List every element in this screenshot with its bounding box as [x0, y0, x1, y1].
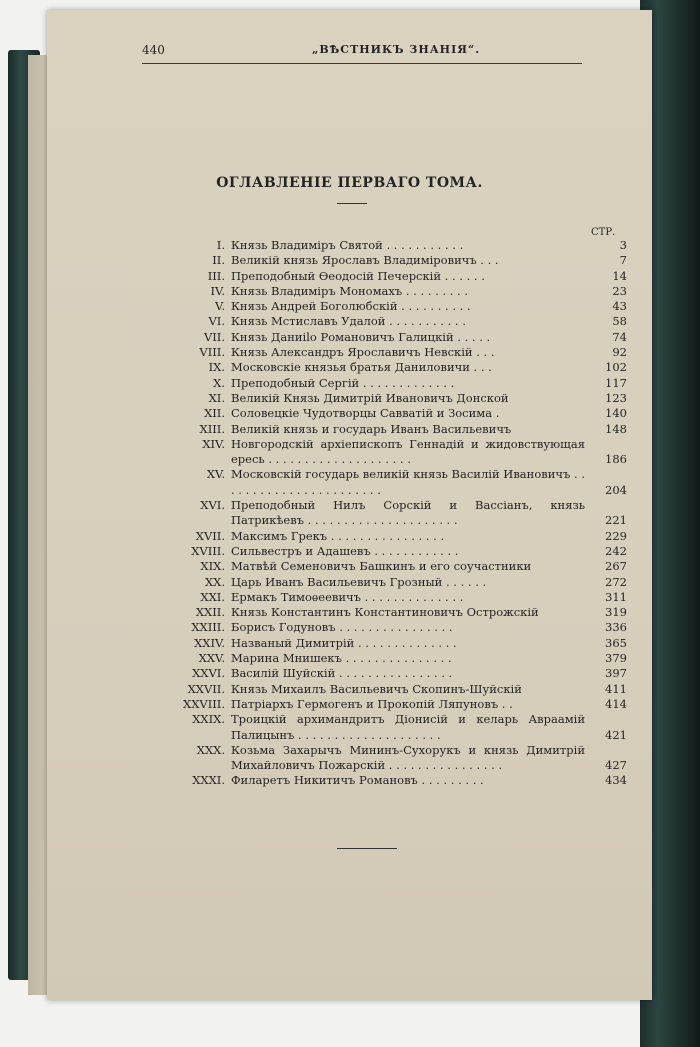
toc-entry-title: Борисъ Годуновъ . . . . . . . . . . . . . . . .: [231, 620, 453, 635]
toc-entry-page: 242: [605, 543, 627, 558]
toc-entry-numeral: XXVIII.: [183, 696, 225, 711]
toc-entry: [137, 697, 627, 712]
toc-entry-numeral: XXI.: [200, 589, 225, 604]
toc-entry-title: Ермакъ Тимоѳеевичъ . . . . . . . . . . . . . .: [231, 589, 464, 604]
toc-entry-page: 414: [605, 696, 627, 711]
running-head: [142, 43, 582, 64]
toc-entry-numeral: XXIII.: [191, 620, 225, 635]
toc-entry-page: 229: [605, 528, 627, 543]
toc-entry-title: Названый Димитрій . . . . . . . . . . . . . .: [231, 635, 457, 650]
toc-entry: [137, 682, 627, 697]
page-column-label: СТР.: [591, 227, 616, 238]
title-rule: [337, 203, 367, 204]
toc-entry-title: Преподобный Нилъ Сорскій и Вассіанъ, князь Патрикѣевъ . . . . . . . . . . . . . . . . . . . . .: [231, 498, 585, 528]
toc-entry-title: Великій князь и государь Иванъ Васильевичъ: [231, 421, 512, 436]
toc-entry-numeral: XXII.: [195, 605, 225, 620]
toc-entry-numeral: XVII.: [195, 528, 225, 543]
journal-title: „ВѢСТНИКЪ ЗНАНІЯ“.: [312, 43, 481, 56]
toc-entry-page: 434: [605, 773, 627, 788]
book-page: [47, 10, 652, 1000]
toc-entry-numeral: XXIV.: [194, 635, 225, 650]
toc-entry: [137, 360, 627, 375]
toc-entry: [137, 575, 627, 590]
toc-entry-page: 397: [605, 666, 627, 681]
toc-entry-numeral: XVIII.: [191, 543, 225, 558]
toc-entry-page: 186: [605, 452, 627, 467]
toc-entry-numeral: XX.: [204, 574, 225, 589]
toc-entry-title: Преподобный Сергій . . . . . . . . . . . . .: [231, 375, 455, 390]
toc-entry: [137, 559, 627, 574]
toc-entry: [137, 299, 627, 314]
toc-entry-title: Великій Князь Димитрій Ивановичъ Донской: [231, 390, 509, 405]
toc-entry-page: 140: [605, 406, 627, 421]
toc-entry-numeral: IX.: [208, 360, 225, 375]
toc-entry-numeral: XII.: [204, 406, 225, 421]
toc-entry: [137, 590, 627, 605]
toc-entry: [137, 376, 627, 391]
toc-entry-numeral: XXXI.: [192, 773, 225, 788]
toc-entry-numeral: XVI.: [200, 498, 225, 513]
toc-entry: [137, 406, 627, 421]
toc-entry: [137, 391, 627, 406]
toc-entry-page: 148: [605, 421, 627, 436]
toc-entry-page: 267: [605, 559, 627, 574]
toc-entry-numeral: III.: [207, 268, 225, 283]
toc-entry-page: 311: [605, 589, 627, 604]
toc-entry-numeral: XI.: [208, 390, 225, 405]
toc-entry: [137, 773, 627, 788]
toc-entry-numeral: IV.: [210, 283, 225, 298]
toc-entry-page: 379: [605, 651, 627, 666]
toc-entry: [137, 743, 627, 774]
toc-entry: [137, 467, 627, 498]
toc-entry-title: Сильвестръ и Адашевъ . . . . . . . . . . . .: [231, 543, 459, 558]
toc-entry-page: 421: [605, 727, 627, 742]
toc-entry: [137, 238, 627, 253]
toc-entry-page: 123: [605, 390, 627, 405]
toc-entry-page: 221: [605, 513, 627, 528]
toc-entry-numeral: XXVI.: [192, 666, 225, 681]
toc-entry: [137, 437, 627, 468]
toc-entry-title: Князь Мстиславъ Удалой . . . . . . . . . . .: [231, 314, 466, 329]
toc-entry-numeral: XXV.: [198, 651, 225, 666]
toc-entry-title: Троицкій архимандритъ Діонисій и келарь Авраамій Палицынъ . . . . . . . . . . . . . . . . . . . .: [231, 712, 585, 742]
toc-entry: [137, 330, 627, 345]
toc-entry-title: Великій князь Ярославъ Владиміровичъ . . .: [231, 253, 499, 268]
toc-entry-numeral: I.: [216, 238, 225, 252]
toc-entry-numeral: XXVII.: [187, 681, 225, 696]
toc-entry: [137, 651, 627, 666]
toc-entry-numeral: XIII.: [199, 421, 225, 436]
toc-entry-numeral: XV.: [206, 467, 225, 482]
toc-entry-numeral: X.: [213, 375, 225, 390]
toc-entry-numeral: VII.: [203, 329, 225, 344]
toc-entry: [137, 345, 627, 360]
toc-list: [137, 238, 627, 789]
toc-entry-title: Филаретъ Никитичъ Романовъ . . . . . . . . .: [231, 773, 484, 788]
toc-entry-title: Князь Даниilo Романовичъ Галицкій . . . . .: [231, 329, 491, 344]
toc-entry-page: 117: [605, 375, 627, 390]
toc-entry-title: Новгородскій архіепископъ Геннадій и жидовствующая ересь . . . . . . . . . . . . . . . . . . . .: [231, 436, 585, 467]
toc-entry-title: Царь Иванъ Васильевичъ Грозный . . . . . .: [231, 574, 487, 589]
toc-entry: [137, 314, 627, 329]
toc-entry-title: Марина Мнишекъ . . . . . . . . . . . . . . .: [231, 651, 452, 666]
toc-entry: [137, 498, 627, 529]
toc-entry-numeral: XIV.: [202, 436, 225, 451]
toc-entry-title: Московскіе князья братья Даниловичи . . .: [231, 360, 492, 375]
toc-entry-page: 14: [612, 268, 627, 283]
toc-entry: [137, 712, 627, 743]
toc-entry-numeral: XXX.: [196, 742, 225, 757]
toc-entry: [137, 620, 627, 635]
toc-entry-title: Матвѣй Семеновичъ Башкинъ и его соучастники: [231, 559, 532, 574]
toc-entry-numeral: II.: [212, 253, 225, 268]
toc-entry-page: 7: [619, 253, 627, 268]
toc-entry-title: Преподобный Ѳеодосій Печерскій . . . . . .: [231, 268, 485, 283]
toc-entry: [137, 636, 627, 651]
toc-entry-numeral: V.: [215, 299, 225, 314]
toc-entry-page: 74: [612, 329, 627, 344]
toc-entry-page: 365: [605, 635, 627, 650]
toc-entry-title: Князь Владиміръ Святой . . . . . . . . . . .: [231, 238, 464, 252]
toc-entry-title: Князь Александръ Ярославичъ Невскій . . .: [231, 345, 495, 360]
toc-entry: [137, 422, 627, 437]
toc-entry-title: Князь Владиміръ Мономахъ . . . . . . . . .: [231, 283, 469, 298]
toc-title: ОГЛАВЛЕНІЕ ПЕРВАГО ТОМА.: [216, 175, 483, 191]
toc-entry-page: 3: [619, 238, 627, 252]
toc-entry-page: 427: [605, 758, 627, 773]
toc-entry-page: 92: [612, 345, 627, 360]
toc-entry-numeral: VIII.: [199, 345, 225, 360]
toc-entry-numeral: XIX.: [200, 559, 225, 574]
toc-entry-title: Князь Михаилъ Васильевичъ Скопинъ-Шуйскій: [231, 681, 522, 696]
toc-entry: [137, 284, 627, 299]
toc-entry-numeral: XXIX.: [192, 712, 225, 727]
toc-entry-page: 336: [605, 620, 627, 635]
toc-entry: [137, 529, 627, 544]
toc-entry-page: 43: [612, 299, 627, 314]
toc-entry-page: 58: [612, 314, 627, 329]
toc-entry: [137, 253, 627, 268]
toc-entry: [137, 666, 627, 681]
toc-entry-numeral: VI.: [208, 314, 225, 329]
page-number: 440: [142, 43, 165, 57]
toc-entry-page: 272: [605, 574, 627, 589]
toc-entry-title: Московскій государь великій князь Василій Ивановичъ . . . . . . . . . . . . . . . . . . . . . . .: [231, 467, 585, 497]
toc-entry: [137, 269, 627, 284]
toc-entry-page: 102: [605, 360, 627, 375]
toc-entry-title: Князь Константинъ Константиновичъ Острожскій: [231, 605, 539, 620]
toc-entry-page: 319: [605, 605, 627, 620]
toc-entry-title: Козьма Захарычъ Мининъ-Сухорукъ и князь Димитрій Михайловичъ Пожарскій . . . . . . . . . . . . . . . .: [231, 742, 585, 773]
bottom-rule: [337, 848, 397, 849]
toc-entry-title: Патріархъ Гермогенъ и Прокопій Ляпуновъ . .: [231, 696, 513, 711]
toc-entry-page: 204: [605, 482, 627, 497]
toc-entry: [137, 605, 627, 620]
toc-entry-title: Князь Андрей Боголюбскій . . . . . . . . . .: [231, 299, 471, 314]
toc-entry-title: Максимъ Грекъ . . . . . . . . . . . . . . . .: [231, 528, 445, 543]
toc-entry-title: Василій Шуйскій . . . . . . . . . . . . . . . .: [231, 666, 453, 681]
toc-entry-page: 411: [605, 681, 627, 696]
toc-entry-title: Соловецкіе Чудотворцы Савватій и Зосима .: [231, 406, 500, 421]
toc-entry-page: 23: [612, 283, 627, 298]
toc-entry: [137, 544, 627, 559]
